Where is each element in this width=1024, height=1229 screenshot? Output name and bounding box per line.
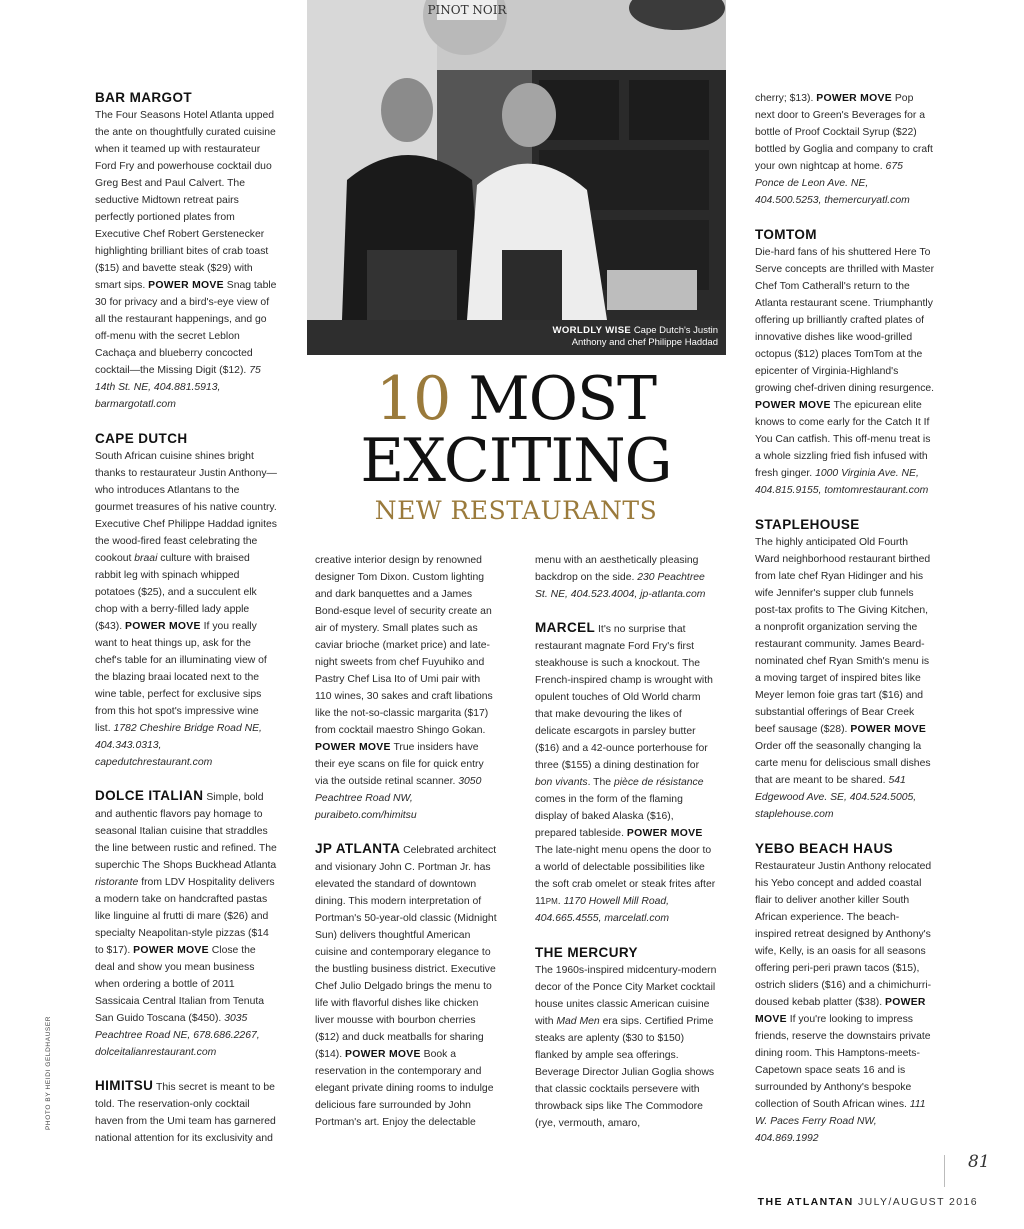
power-move-label: POWER MOVE bbox=[626, 828, 703, 839]
column-3 bbox=[535, 552, 717, 1132]
power-move-label: POWER MOVE bbox=[850, 724, 927, 735]
bottle-label: PINOT NOIR bbox=[427, 3, 507, 17]
body-text: The highly anticipated Old Fourth Ward neighborhood restaurant birthed from late chef Ryan Hidinger and his wife Jennifer's supper club funnels post-tax profits to The Giving Kitchen, a nonprofit organization serving the restaurant community. James Beard-nominated chef Ryan Smith's menu is a moving target of inspired bites like Meyer lemon foie gras tart ($16) and substantial offerings of Bear Creek beef sausage ($28). bbox=[755, 537, 931, 735]
power-move-label: POWER MOVE bbox=[816, 93, 892, 104]
body-text: Snag table 30 for privacy and a bird's-eye view of all the restaurant happenings, and go off-menu with the secret Leblon Cachaça and blueberry concocted cocktail—the Missing Digit ($12). bbox=[95, 280, 277, 376]
section-heading-tomtom: TOMTOM bbox=[755, 227, 817, 242]
title-line-2: EXCITING bbox=[360, 426, 672, 496]
power-move-label: POWER MOVE bbox=[755, 997, 926, 1025]
address: 3035 Peachtree Road NE, 678.686.2267, dolceitalianrestaurant.com bbox=[95, 1013, 260, 1058]
page-number-rule bbox=[944, 1155, 945, 1187]
column-1 bbox=[95, 88, 277, 1147]
body-text: from LDV Hospitality delivers a modern take on handcrafted pastas like linguine al frutti di mare ($26) and specialty Neapolitan-style pizzas ($14 to $17). bbox=[95, 877, 275, 956]
body-text: True insiders have their eye scans on file for quick entry via the outside retinal scanner. bbox=[315, 742, 484, 787]
section-body-himitsu-cont bbox=[315, 552, 497, 824]
address: 230 Peachtree St. NE, 404.523.4004, jp-atlanta.com bbox=[535, 572, 706, 600]
power-move-label: POWER MOVE bbox=[133, 945, 209, 956]
body-text: If you really want to heat things up, ask for the chef's table for an illuminating view of the blazing braai located next to the wine table, perfect for exclusive sips from this hot spot's impressive wine list. bbox=[95, 621, 267, 734]
power-move-label: POWER MOVE bbox=[755, 400, 831, 411]
section-body-jp-cont bbox=[535, 552, 717, 603]
body-text: Restaurateur Justin Anthony relocated his Yebo concept and added coastal flair to deliver another killer South African experience. The beach-inspired retreat designed by Anthony's wife, Kelly, is an oasis for all seasons offering peri-peri prawn tacos ($15), ostrich sliders ($16) and a chimichurri-doused kebab platter ($38). bbox=[755, 861, 932, 1008]
time-suffix: PM bbox=[545, 897, 558, 906]
body-text: menu with an aesthetically pleasing backdrop on the side. bbox=[535, 555, 699, 583]
feature-title bbox=[300, 364, 732, 526]
body-text: . The bbox=[587, 777, 614, 788]
body-text: Pop next door to Green's Beverages for a bottle of Proof Cocktail Syrup ($22) bottled by Goglia and company to craft your own nightcap at home. bbox=[755, 93, 933, 172]
body-text: Die-hard fans of his shuttered Here To Serve concepts are thrilled with Master Chef Tom Catherall's return to the Atlanta restaurant scene. Triumphantly offering up brilliantly crafted plates of innovative dishes like wood-grilled octopus ($12) places TomTom at the epicenter of Virginia-Highland's growing chef-driven dining resurgence. bbox=[755, 247, 935, 394]
section-heading-staplehouse: STAPLEHOUSE bbox=[755, 517, 860, 532]
section-body-tomtom bbox=[755, 244, 935, 499]
page-footer bbox=[758, 1196, 978, 1208]
body-text: The 1960s-inspired midcentury-modern decor of the Ponce City Market cocktail house unites classic American cuisine with bbox=[535, 965, 717, 1027]
section-heading-dolce-italian: DOLCE ITALIAN bbox=[95, 788, 204, 803]
body-text: creative interior design by renowned designer Tom Dixon. Custom lighting and dark banquettes and a James Bond-esque level of security create an air of mystery. Small plates such as caviar brioche (market price) and late-night sweets from chef Fuyuhiko and Pastry Chef Lisa Ito of Umi pair with 110 wines, 30 sakes and craft libations like the not-so-classic margarita ($17) from cocktail maestro Shingo Gokan. bbox=[315, 555, 493, 736]
address: 3050 Peachtree Road NW, puraibeto.com/himitsu bbox=[315, 776, 482, 821]
body-text: culture with braised rabbit leg with spinach whipped potatoes ($25), and a succulent elk chop with a berry-filled lady apple ($43). bbox=[95, 553, 257, 632]
caption-body: Cape Dutch's Justin Anthony and chef Philippe Haddad bbox=[571, 325, 718, 348]
body-text: . bbox=[557, 896, 564, 907]
section-heading-cape-dutch: CAPE DUTCH bbox=[95, 431, 188, 446]
section-body-bar-margot bbox=[95, 107, 277, 413]
section-body-yebo bbox=[755, 858, 935, 1147]
body-text: The late-night menu opens the door to a world of delectable possibilities like the soft crab omelet or steak frites after 11 bbox=[535, 845, 716, 907]
section-heading-bar-margot: BAR MARGOT bbox=[95, 90, 192, 105]
body-text: This secret is meant to be told. The reservation-only cocktail haven from the Umi team has garnered national attention for its exclusivity and bbox=[95, 1082, 276, 1144]
column-2 bbox=[315, 552, 497, 1131]
body-italic: Mad Men bbox=[556, 1016, 600, 1027]
address: 75 14th St. NE, 404.881.5913, barmargotatl.com bbox=[95, 365, 261, 410]
title-line-1 bbox=[300, 364, 732, 434]
section-body-mercury bbox=[535, 962, 717, 1132]
magazine-name: THE ATLANTAN bbox=[757, 1196, 854, 1208]
address: 1170 Howell Mill Road, 404.665.4555, marcelatl.com bbox=[535, 896, 670, 924]
body-italic: ristorante bbox=[95, 877, 139, 888]
section-body-jp-atlanta bbox=[315, 840, 497, 1131]
chef-portrait-photo bbox=[307, 0, 726, 355]
section-body-mercury-cont bbox=[755, 90, 935, 209]
body-text: cherry; $13). bbox=[755, 93, 817, 104]
body-text: Celebrated architect and visionary John C. Portman Jr. has elevated the standard of downtown dining. This modern interpretation of Portman's 50-year-old classic (Midnight Sun) delivers thoughtful American cuisine and contemporary elegance to the bustling business district. Executive Chef Julio Delgado brings the menu to life with flavorful dishes like chicken liver mousse with bourbon cherries ($12) and duck meatballs for sharing ($14). bbox=[315, 845, 497, 1060]
body-text: Close the deal and show you mean business when ordering a bottle of 2011 Sassicaia Central Italian from Tenuta San Guido Toscana ($450). bbox=[95, 945, 265, 1024]
title-number: 10 bbox=[375, 364, 469, 434]
body-text: era sips. Certified Prime steaks are aplenty ($30 to $150) flanked by ample sea offerings. Beverage Director Julian Goglia shows that classic cocktails persevere with throwback sips like The Commodore (rye, vermouth, amaro, bbox=[535, 1016, 715, 1129]
photo-illustration bbox=[307, 0, 726, 355]
body-text: It's no surprise that restaurant magnate Ford Fry's first steakhouse is such a knockout. The French-inspired champ is wrought with opulent touches of Old World charm that make devouring the likes of delicate escargots in parsley butter ($16) and a 42-ounce porterhouse for three ($155) a dining destination for bbox=[535, 624, 713, 771]
section-body-himitsu bbox=[95, 1077, 277, 1147]
body-text: Simple, bold and authentic flavors pay homage to seasonal Italian cuisine that straddles the line between rustic and refined. The superchic The Shops Buckhead Atlanta bbox=[95, 792, 277, 871]
body-text: comes in the form of the flaming display of baked Alaska ($16), prepared tableside. bbox=[535, 794, 683, 839]
section-body-cape-dutch bbox=[95, 448, 277, 771]
address: 1000 Virginia Ave. NE, 404.815.9155, tomtomrestaurant.com bbox=[755, 468, 929, 496]
body-italic: bon vivants bbox=[535, 777, 588, 788]
body-text: Book a reservation in the contemporary and elegant private dining rooms to indulge delicious fare surrounded by John Portman's art. Enjoy the delectable bbox=[315, 1049, 494, 1128]
section-heading-jp-atlanta: JP ATLANTA bbox=[315, 841, 401, 856]
section-heading-yebo-beach-haus: YEBO BEACH HAUS bbox=[755, 841, 894, 856]
section-heading-himitsu: HIMITSU bbox=[95, 1078, 154, 1093]
body-text: The Four Seasons Hotel Atlanta upped the ante on thoughtfully curated cuisine when it teamed up with restaurateur Ford Fry and powerhouse cocktail duo Greg Best and Paul Calvert. The seductive Midtown retreat pairs perfectly portioned plates from Executive Chef Robert Gerstenecker highlighting brilliant bites of crab toast ($15) and bavette steak ($29) with smart sips. bbox=[95, 110, 276, 291]
body-text: The epicurean elite knows to come early for the Catch It If You Can catfish. This off-menu treat is a whole sizzling fried fish infused with fresh ginger. bbox=[755, 400, 931, 479]
body-text: Order off the seasonally changing la carte menu for deliscious small dishes that are meant to be shared. bbox=[755, 741, 931, 786]
address: 541 Edgewood Ave. SE, 404.524.5005, staplehouse.com bbox=[755, 775, 917, 820]
address: 1782 Cheshire Bridge Road NE, 404.343.0313, capedutchrestaurant.com bbox=[95, 723, 262, 768]
page-number: 81 bbox=[968, 1152, 990, 1172]
title-line-3: NEW RESTAURANTS bbox=[374, 496, 658, 525]
section-body-marcel bbox=[535, 619, 717, 927]
body-italic: pièce de résistance bbox=[613, 777, 704, 788]
power-move-label: POWER MOVE bbox=[125, 621, 201, 632]
photo-credit: PHOTO BY HEIDI GELDHAUSER bbox=[45, 1015, 52, 1130]
title-most: MOST bbox=[468, 364, 657, 434]
column-4 bbox=[755, 90, 935, 1147]
section-body-dolce bbox=[95, 787, 277, 1061]
section-heading-the-mercury: THE MERCURY bbox=[535, 945, 638, 960]
body-text: If you're looking to impress friends, reserve the downstairs private dining room. This Hamptons-meets-Capetown space seats 16 and is surrounded by Anthony's bespoke collection of South African wines. bbox=[755, 1014, 931, 1110]
body-text: South African cuisine shines bright thanks to restaurateur Justin Anthony—who introduces Atlantans to the gourmet treasures of his native country. Executive Chef Philippe Haddad ignites the wood-fired feast celebrating the cookout bbox=[95, 451, 277, 564]
power-move-label: POWER MOVE bbox=[148, 280, 224, 291]
photo-caption bbox=[548, 325, 718, 349]
power-move-label: POWER MOVE bbox=[345, 1049, 421, 1060]
section-heading-marcel: MARCEL bbox=[535, 620, 596, 635]
body-italic: braai bbox=[134, 553, 158, 564]
address: 111 W. Paces Ferry Road NW, 404.869.1992 bbox=[755, 1099, 926, 1144]
section-body-staplehouse bbox=[755, 534, 935, 823]
power-move-label: POWER MOVE bbox=[315, 742, 391, 753]
address: 675 Ponce de Leon Ave. NE, 404.500.5253, themercuryatl.com bbox=[755, 161, 910, 206]
caption-head: WORLDLY WISE bbox=[552, 325, 632, 336]
issue-date: JULY/AUGUST 2016 bbox=[857, 1196, 978, 1208]
